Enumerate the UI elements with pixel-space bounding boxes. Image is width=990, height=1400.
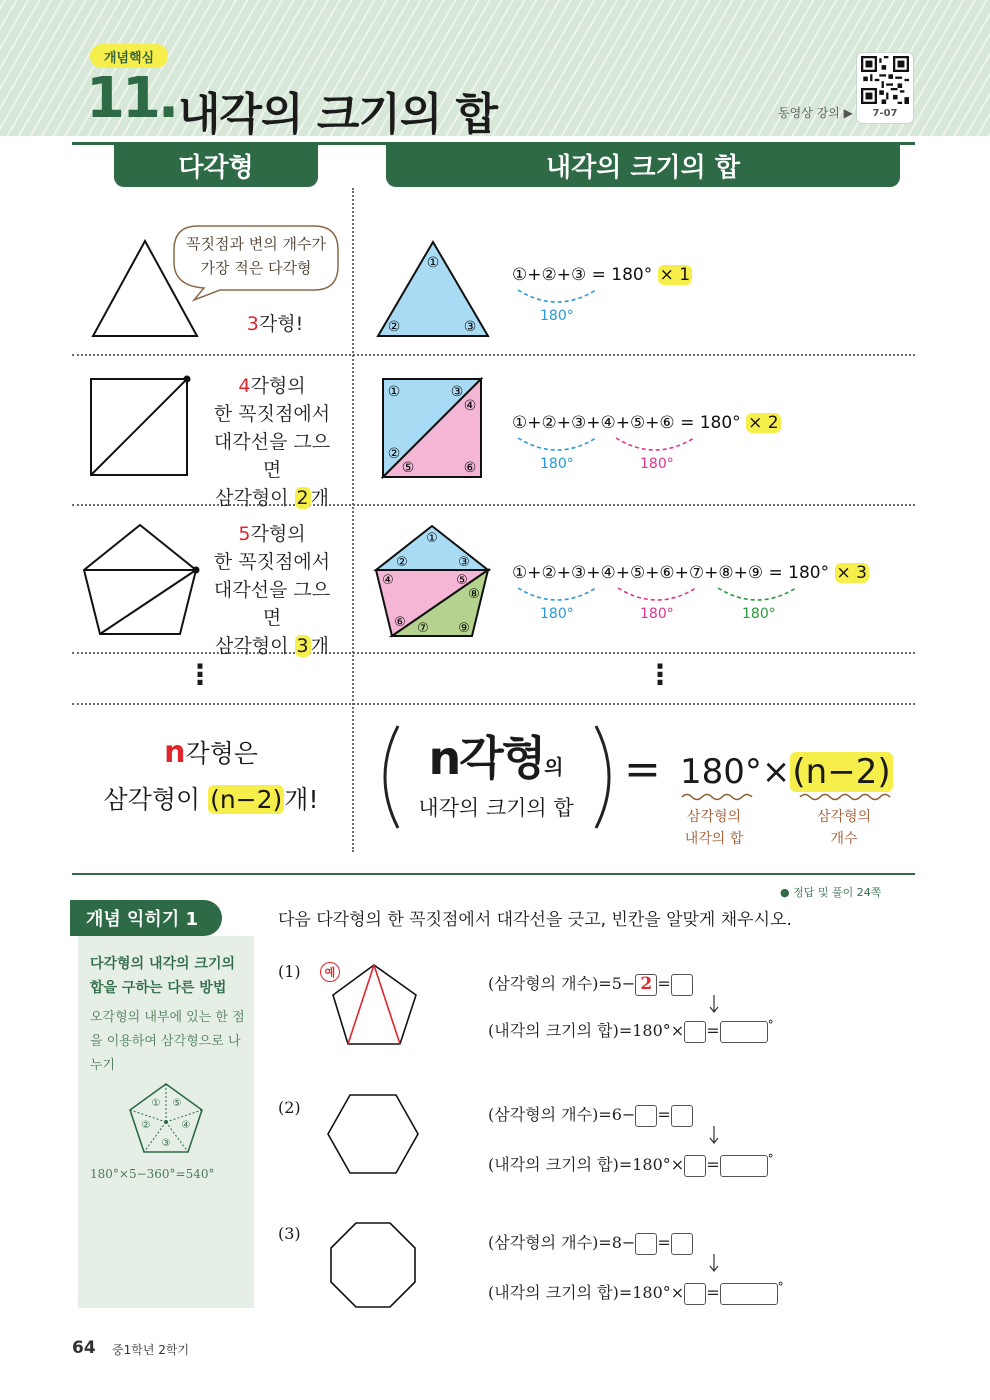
equation-text: ①+②+③+④+⑤+⑥ = 180°: [512, 413, 741, 433]
desc-text: 삼각형이: [215, 635, 289, 657]
formula-label: [400, 722, 592, 822]
lesson-title: 내각의 크기의 합: [178, 89, 498, 140]
column-header-angle-sum: 내각의 크기의 합: [386, 143, 900, 187]
degree-mark: °: [767, 1152, 774, 1166]
answer-box[interactable]: [671, 1233, 693, 1255]
svg-text:④: ④: [181, 1120, 191, 1131]
svg-text:⑤: ⑤: [456, 573, 468, 588]
desc-text: 각형의: [250, 523, 306, 545]
speech-bubble: [176, 232, 336, 280]
filled-answer: 2: [635, 974, 657, 996]
item-number: (2): [278, 1098, 301, 1117]
count-prefix: (삼각형의 개수)=5−: [488, 974, 636, 993]
equals-text: =: [657, 1233, 671, 1252]
angle-sum-equation: [512, 563, 869, 583]
svg-text:④: ④: [463, 398, 477, 414]
equals-text: =: [706, 1021, 720, 1040]
arc-caption: 180°: [540, 606, 574, 622]
angle-sum-equation: [512, 413, 781, 433]
svg-text:①: ①: [426, 531, 438, 546]
sum-prefix: (내각의 크기의 합)=180°×: [488, 1155, 685, 1174]
right-paren: [590, 722, 624, 832]
n-symbol: n: [164, 735, 186, 770]
sidebar-formula: 180°×5−360°=540°: [90, 1167, 215, 1181]
down-arrow-icon: [704, 1254, 724, 1274]
down-arrow-icon: [704, 1126, 724, 1146]
equation-text: ①+②+③ = 180°: [512, 265, 653, 285]
row-divider: [72, 652, 915, 654]
lesson-number: 11.: [86, 66, 177, 131]
octagon-shape: [328, 1220, 418, 1310]
count-prefix: (삼각형의 개수)=8−: [488, 1233, 636, 1252]
equals-text: =: [657, 974, 671, 993]
side-count: 5: [238, 523, 251, 545]
ellipsis: ⋮: [186, 658, 214, 691]
qr-code-label: 7-07: [872, 108, 898, 119]
answer-box[interactable]: [635, 1233, 657, 1255]
svg-text:⑥: ⑥: [394, 615, 406, 630]
note-line: 내각의 합: [684, 831, 744, 847]
desc-text: 개: [310, 635, 329, 657]
sidebar-description: 오각형의 내부에 있는 한 점을 이용하여 삼각형으로 나누기: [90, 1010, 245, 1073]
triangle-count-line: [488, 971, 693, 996]
desc-text: 삼각형이: [215, 487, 289, 509]
exercise-rule: [72, 873, 915, 875]
angle-label: ③: [463, 319, 477, 335]
count-prefix: (삼각형의 개수)=6−: [488, 1105, 636, 1124]
row-divider: [72, 504, 915, 506]
triangle-count-line: [488, 1230, 693, 1255]
svg-text:⑧: ⑧: [468, 587, 480, 602]
answer-box[interactable]: [671, 1105, 693, 1127]
note-line: 삼각형의: [816, 809, 872, 825]
triangle-name: [230, 310, 320, 338]
formula-line2: 내각의 크기의 합: [418, 796, 574, 820]
angle-sum-equation: [512, 265, 692, 285]
answer-box-wide[interactable]: [720, 1283, 778, 1305]
angle-sum-line: [488, 1280, 784, 1305]
answer-box-wide[interactable]: [720, 1021, 768, 1043]
down-arrow-icon: [704, 995, 724, 1015]
triangle-count-line: [488, 1102, 693, 1127]
value-180: 180°: [680, 752, 762, 792]
degree-mark: °: [767, 1018, 774, 1032]
exercise-tag: 개념 익히기 1: [70, 900, 222, 936]
note-line: 삼각형의: [686, 809, 742, 825]
sum-prefix: (내각의 크기의 합)=180°×: [488, 1283, 685, 1302]
pentagon-center-diagram: [126, 1080, 206, 1156]
triangle-count-highlight: × 3: [836, 563, 867, 583]
svg-text:⑨: ⑨: [458, 621, 470, 636]
desc-text: 한 꼭짓점에서: [213, 551, 331, 573]
arc-caption: 180°: [540, 308, 574, 324]
summary-line: 삼각형이: [103, 785, 201, 814]
formula-big: n각형: [428, 731, 545, 785]
qr-code-icon[interactable]: [861, 56, 909, 104]
angle-label: ②: [387, 319, 401, 335]
desc-text: 각형의: [250, 375, 306, 397]
svg-text:⑦: ⑦: [417, 621, 429, 636]
triangle-count-highlight: × 2: [748, 413, 779, 433]
triangle-count: 2: [296, 487, 309, 509]
pentagon-description: [206, 520, 338, 660]
ellipsis: ⋮: [646, 658, 674, 691]
side-count: 4: [238, 375, 251, 397]
angle-sum-line: [488, 1152, 774, 1177]
triangle-count: (n−2): [210, 785, 283, 814]
item-number: (1): [278, 962, 301, 981]
note-line: 개수: [830, 831, 858, 847]
video-lecture-link[interactable]: 동영상 강의 ▶: [778, 106, 853, 120]
svg-text:②: ②: [387, 446, 401, 462]
page-number: 64: [72, 1338, 96, 1358]
answer-box[interactable]: [684, 1021, 706, 1043]
colored-triangle-figure: [374, 238, 492, 340]
triangle-count-highlight: × 1: [659, 265, 691, 285]
arc-caption: 180°: [640, 456, 674, 472]
equation-text: ①+②+③+④+⑤+⑥+⑦+⑧+⑨ = 180°: [512, 563, 830, 583]
brace-arcs: [512, 436, 712, 456]
summary-text: [86, 730, 336, 823]
column-divider: [352, 188, 354, 852]
pentagon-with-diagonals: [80, 520, 204, 638]
answer-box[interactable]: [635, 1105, 657, 1127]
example-pentagon: [330, 962, 420, 1048]
sidebar-title: 다각형의 내각의 크기의 합을 구하는 다른 방법: [90, 956, 235, 996]
arc-caption: 180°: [640, 606, 674, 622]
svg-text:②: ②: [141, 1120, 151, 1131]
concept-badge: 개념핵심: [90, 44, 168, 68]
hexagon-shape: [326, 1092, 420, 1176]
answer-box[interactable]: [671, 974, 693, 996]
equals-sign: =: [624, 744, 661, 795]
equals-text: =: [657, 1105, 671, 1124]
degree-mark: °: [777, 1280, 784, 1294]
formula-small: 의: [544, 755, 564, 779]
course-label: 중1학년 2학기: [112, 1343, 190, 1357]
row-divider: [72, 703, 915, 705]
svg-text:③: ③: [450, 384, 464, 400]
times-sign: ×: [761, 752, 791, 792]
note-count: [794, 806, 894, 850]
exercise-instruction: 다음 다각형의 한 꼭짓점에서 대각선을 긋고, 빈칸을 알맞게 채우시오.: [278, 910, 792, 930]
colored-square-figure: [380, 376, 484, 480]
square-with-diagonal: [88, 375, 192, 479]
svg-text:①: ①: [151, 1098, 161, 1109]
svg-text:⑤: ⑤: [172, 1098, 182, 1109]
answer-box[interactable]: [684, 1283, 706, 1305]
item-number: (3): [278, 1224, 301, 1243]
answer-box-wide[interactable]: [720, 1155, 768, 1177]
svg-text:⑥: ⑥: [463, 460, 477, 476]
summary-line: 개!: [284, 785, 319, 814]
example-mark: 예: [320, 962, 340, 982]
left-paren: [370, 722, 404, 832]
side-count: 3: [246, 313, 259, 335]
angle-label: ①: [426, 255, 440, 271]
arc-caption: 180°: [742, 606, 776, 622]
colored-pentagon-figure: [372, 522, 496, 640]
desc-text: 한 꼭짓점에서: [213, 403, 331, 425]
formula-value: [680, 752, 893, 792]
note-angle-sum: [664, 806, 764, 850]
arc-caption: 180°: [540, 456, 574, 472]
svg-text:④: ④: [382, 573, 394, 588]
column-header-polygon: 다각형: [114, 143, 318, 187]
summary-line: 각형은: [185, 739, 258, 768]
wavy-underlines: [680, 792, 920, 802]
desc-text: 대각선을 그으면: [213, 579, 331, 629]
row-divider: [72, 354, 915, 356]
svg-text:③: ③: [161, 1138, 171, 1149]
square-description: [206, 372, 338, 512]
angle-sum-line: [488, 1018, 774, 1043]
svg-text:⑤: ⑤: [401, 460, 415, 476]
bubble-line: 꼭짓점과 변의 개수가: [186, 235, 326, 253]
triangle-count: 3: [296, 635, 309, 657]
desc-text: 대각선을 그으면: [213, 431, 331, 481]
sum-prefix: (내각의 크기의 합)=180°×: [488, 1021, 685, 1040]
equals-text: =: [706, 1283, 720, 1302]
answer-reference: ● 정답 및 풀이 24쪽: [780, 886, 882, 899]
bubble-line: 가장 적은 다각형: [200, 259, 312, 277]
svg-text:③: ③: [458, 555, 470, 570]
count-expression: (n−2): [792, 752, 891, 792]
svg-text:②: ②: [396, 555, 408, 570]
equals-text: =: [706, 1155, 720, 1174]
name-suffix: 각형!: [258, 313, 304, 335]
answer-box[interactable]: [684, 1155, 706, 1177]
svg-text:①: ①: [387, 384, 401, 400]
brace-arcs: [512, 586, 812, 606]
brace-arc: [512, 288, 602, 308]
desc-text: 개: [310, 487, 329, 509]
